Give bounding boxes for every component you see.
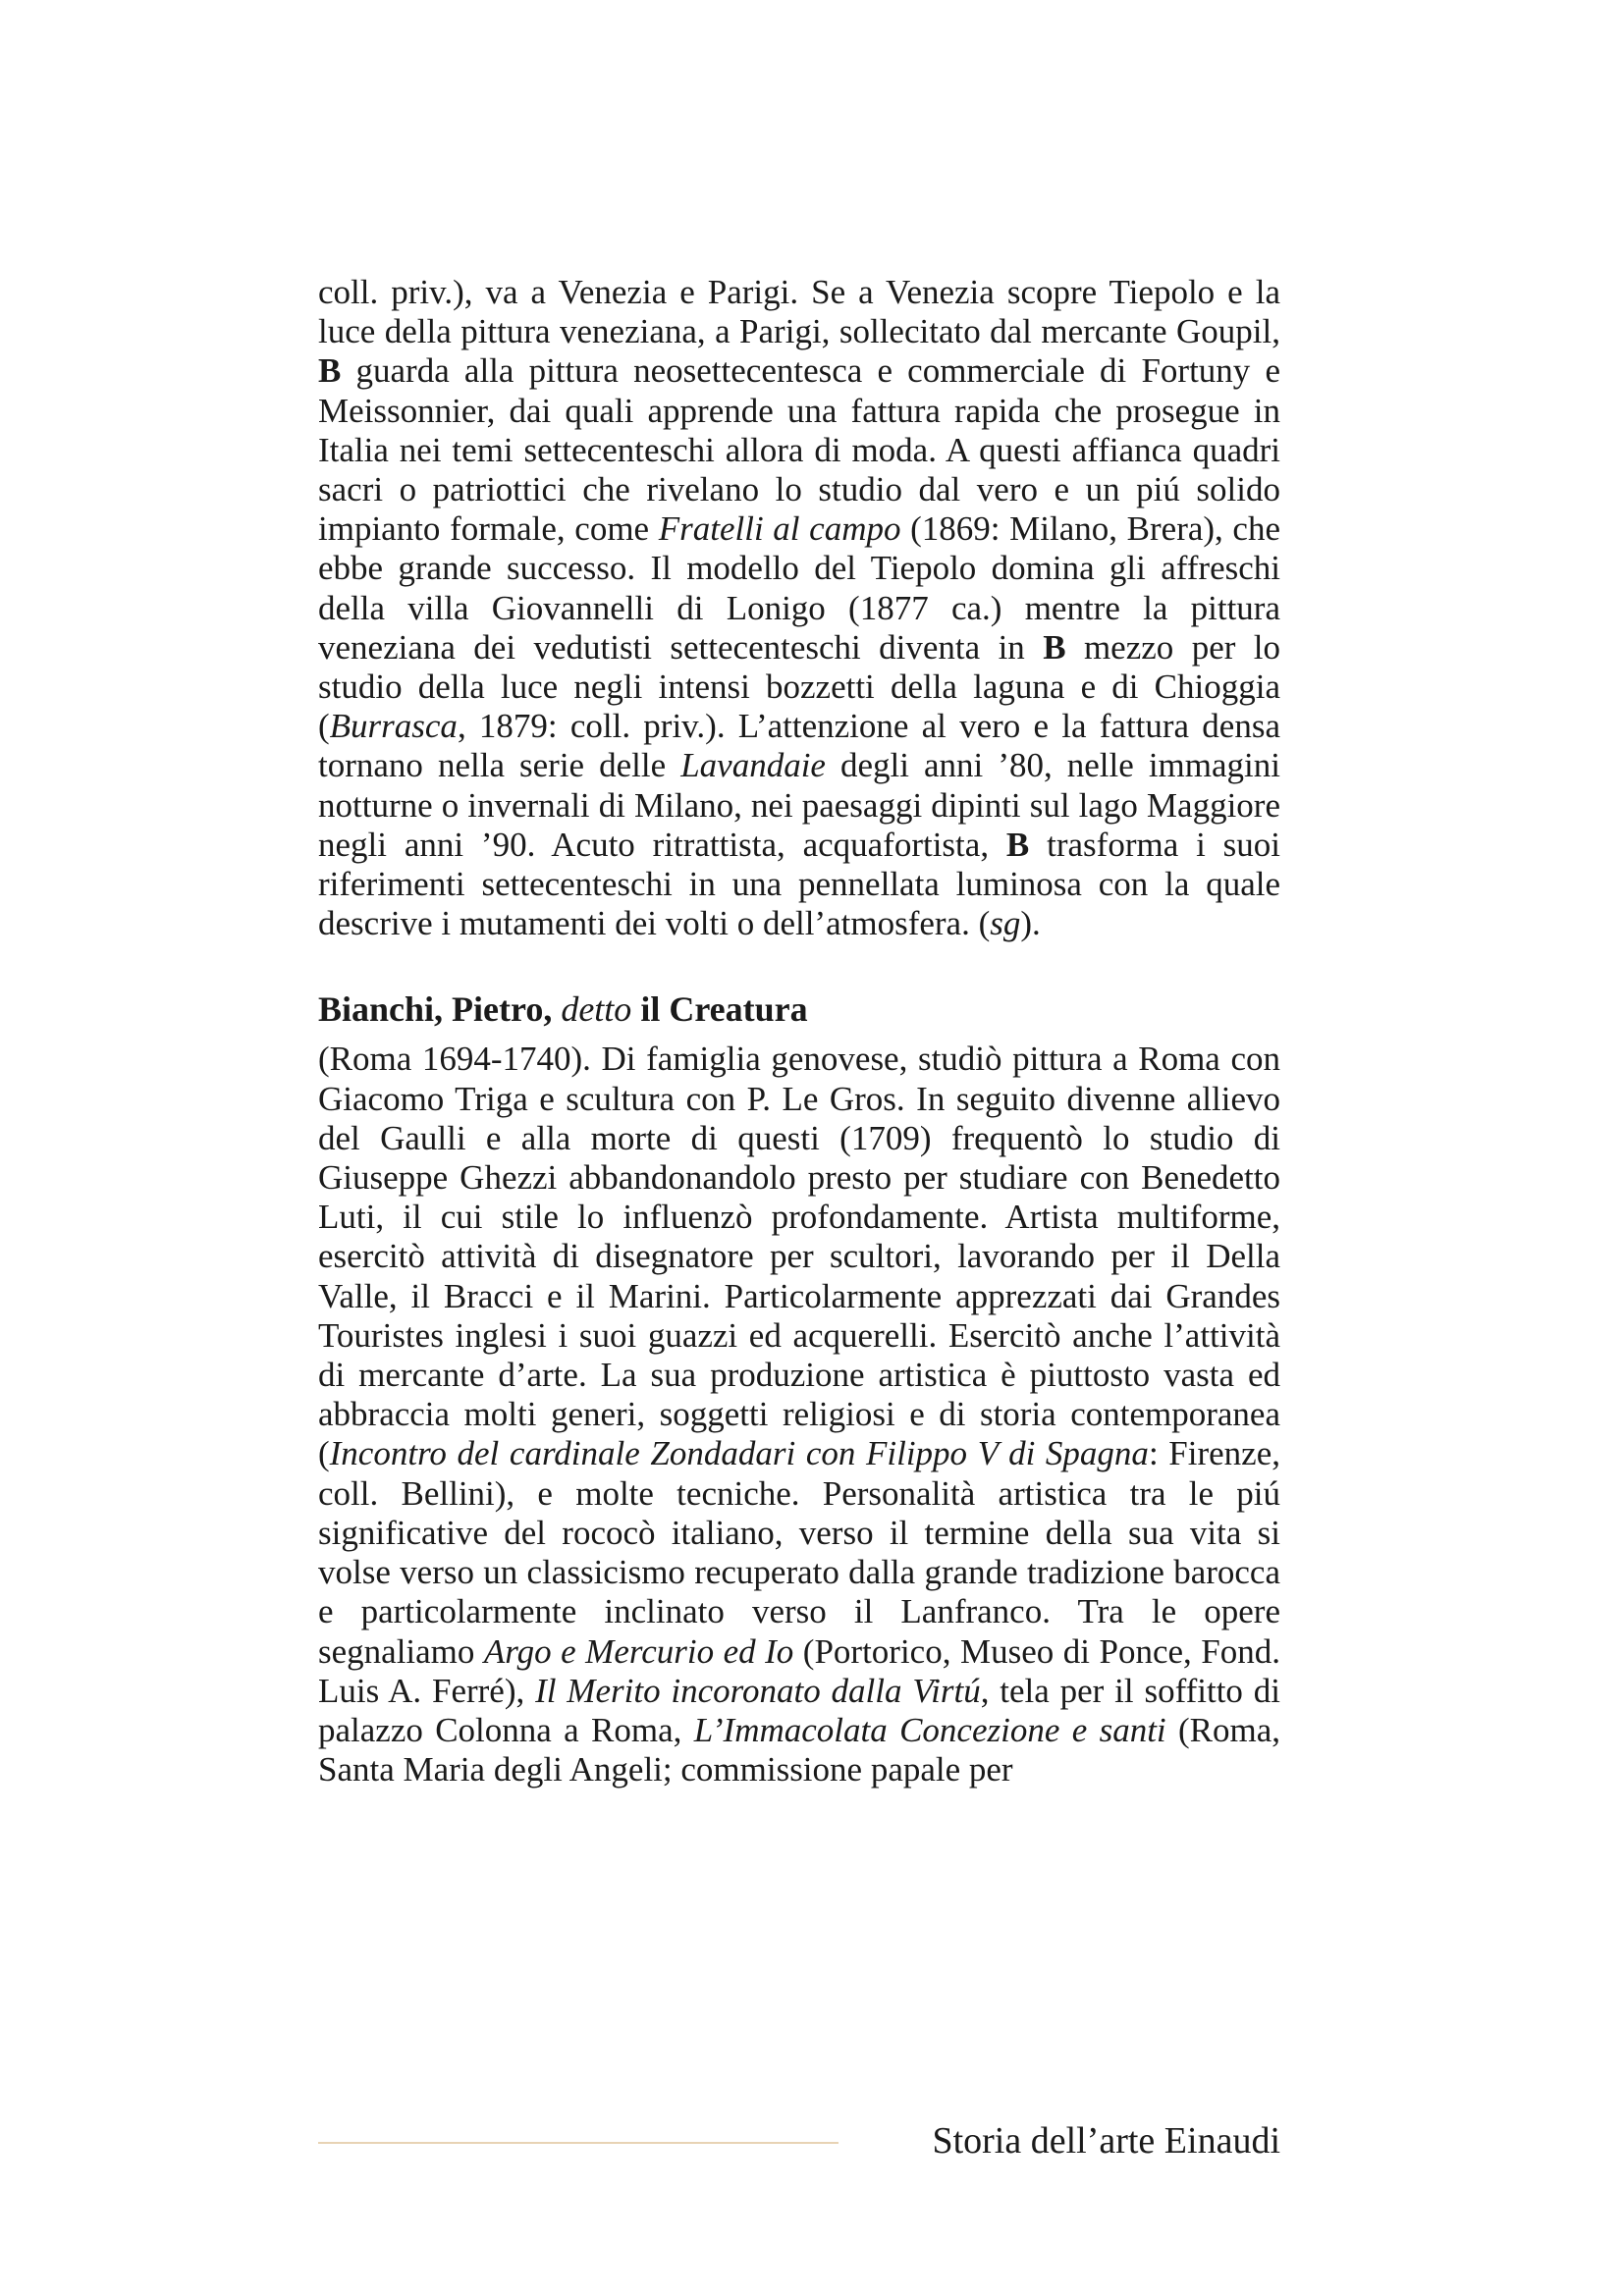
text-run: ). [1020, 904, 1041, 943]
footer-title: Storia dell’arte Einaudi [932, 2120, 1280, 2162]
artwork-title: Burrasca [329, 707, 458, 746]
artwork-title: Lavandaie [680, 746, 826, 785]
text-run: guarda alla pittura neosettecentesca e commerciale di Fortuny e Meissonnier, dai quali apprende una fattura rapida che prosegue in Italia nei temi settecenteschi allora di moda. A questi affianca quadri sacri o patriottici che rivelano lo studio dal vero e un piú solido impianto formale, come [318, 351, 1280, 549]
text-run: , tela per il soffitto di palazzo Colonna a Roma, [318, 1671, 1280, 1749]
text-run: : Firenze, coll. Bellini), e molte tecniche. Personalità artistica tra le piú significative del rococò italiano, verso il termine della sua vita si volse verso un classicismo recuperato dalla grande tradizione barocca e particolarmente inclinato verso il Lanfranco. Tra le opere segnaliamo [318, 1434, 1280, 1671]
artwork-title: Argo e Mercurio ed Io [483, 1631, 794, 1671]
footer-rule [318, 2142, 839, 2144]
entry-heading-connector: detto [561, 989, 632, 1030]
text-run: (Roma 1694-1740). Di famiglia genovese, studiò pittura a Roma con Giacomo Triga e scultura con P. Le Gros. In seguito divenne allievo del Gaulli e alla morte di questi (1709) frequentò lo studio di Giuseppe Ghezzi abbandonandolo presto per studiare con Benedetto Luti, il cui stile lo influenzò profondamente. Artista multiforme, esercitò attività di disegnatore per scultori, lavorando per il Della Valle, il Bracci e il Marini. Particolarmente apprezzati dai Grandes Touristes inglesi i suoi guazzi ed acquerelli. Esercitò anche l’attività di mercante d’arte. La sua produzione artistica è piuttosto vasta ed abbraccia molti generi, soggetti religiosi e di storia contemporanea ( [318, 1040, 1280, 1473]
entry-continuation-paragraph [318, 273, 1280, 943]
artwork-title: L’Immacolata Concezione e santi [693, 1710, 1166, 1749]
entry-body-paragraph [318, 1040, 1280, 1789]
artwork-title: Il Merito incoronato dalla Virtú [535, 1671, 981, 1710]
subject-abbreviation: B [318, 351, 342, 391]
entry-heading-name: Bianchi, Pietro, [318, 989, 562, 1030]
subject-abbreviation: B [1043, 627, 1066, 667]
text-run: (1869: Milano, Brera), che ebbe grande successo. Il modello del Tiepolo domina gli affreschi della villa Giovannelli di Lonigo (1877 ca.) mentre la pittura veneziana dei vedutisti settecenteschi diventa in [318, 509, 1281, 667]
page-footer [318, 2118, 1280, 2167]
subject-abbreviation: B [1005, 825, 1030, 864]
text-run: , 1879: coll. priv.). L’attenzione al vero e la fattura densa tornano nella serie delle [318, 707, 1280, 785]
text-run: coll. priv.), va a Venezia e Parigi. Se a Venezia scopre Tiepolo e la luce della pittura veneziana, a Parigi, sollecitato dal mercante Goupil, [318, 273, 1280, 351]
artwork-title: Fratelli al campo [658, 509, 901, 549]
text-run: degli anni ’80, nelle immagini notturne o invernali di Milano, nei paesaggi dipinti sul lago Maggiore negli anni ’90. Acuto ritrattista, acquafortista, [318, 746, 1280, 864]
author-initials: sg [990, 904, 1021, 943]
page-body [318, 273, 1280, 1789]
entry-heading-nickname: il Creatura [631, 989, 808, 1030]
text-run: trasforma i suoi riferimenti settecenteschi in una pennellata luminosa con la quale descrive i mutamenti dei volti o dell’atmosfera. ( [318, 825, 1280, 943]
entry-heading [318, 988, 1280, 1030]
text-run: (Roma, Santa Maria degli Angeli; commissione papale per [318, 1710, 1281, 1789]
text-run: mezzo per lo studio della luce negli intensi bozzetti della laguna e di Chioggia ( [318, 627, 1281, 746]
artwork-title: Incontro del cardinale Zondadari con Filippo V di Spagna [329, 1434, 1149, 1473]
text-run: (Portorico, Museo di Ponce, Fond. Luis A. Ferré), [318, 1631, 1280, 1710]
